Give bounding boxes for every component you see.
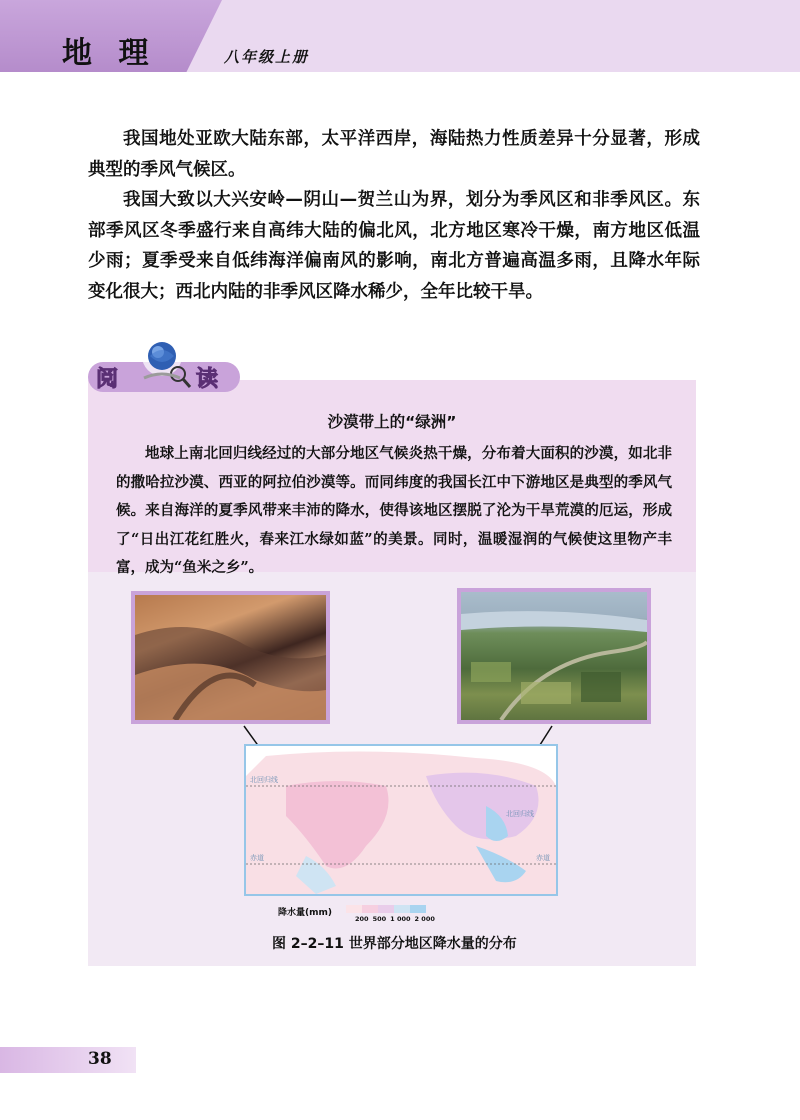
legend-swatch — [378, 905, 394, 913]
legend-tick: 200 — [355, 915, 369, 923]
paragraph-1: 我国地处亚欧大陆东部，太平洋西岸，海陆热力性质差异十分显著，形成典型的季风气候区。 — [88, 129, 700, 180]
map-tropic-label-right: 北回归线 — [506, 810, 534, 818]
map-equator-label-left: 赤道 — [250, 854, 264, 862]
map-tropic-label-left: 北回归线 — [250, 776, 278, 784]
legend-tick: 500 — [372, 915, 387, 923]
legend-swatch — [394, 905, 410, 913]
paragraph-2: 我国大致以大兴安岭—阴山—贺兰山为界，划分为季风区和非季风区。东部季风区冬季盛行来自高纬大陆的偏北风，北方地区寒冷干燥，南方地区低温少雨；夏季受来自低纬海洋偏南风的影响，南北方普遍高温多雨，且降水年际变化很大；西北内陆的非季风区降水稀少，全年比较干旱。 — [88, 190, 700, 302]
map-equator-label-right: 赤道 — [536, 854, 550, 862]
page-number: 38 — [88, 1049, 112, 1069]
grade-label: 八年级上册 — [224, 48, 310, 66]
legend-tick: 2 000 — [414, 915, 435, 923]
figure-caption: 图 2–2–11 世界部分地区降水量的分布 — [272, 936, 517, 952]
reading-paragraph: 地球上南北回归线经过的大部分地区气候炎热干燥，分布着大面积的沙漠，如北非的撒哈拉沙漠、西亚的阿拉伯沙漠等。而同纬度的我国长江中下游地区是典型的季风气候。来自海洋的夏季风带来丰沛的降水，使得该地区摆脱了沦为干旱荒漠的厄运，形成了“日出江花红胜火，春来江水绿如蓝”的美景。同时，温暖湿润的气候使这里物产丰富，成为“鱼米之乡”。 — [116, 445, 672, 576]
legend-ticks — [355, 915, 435, 923]
legend-tick: 1 000 — [390, 915, 411, 923]
legend-color-bar — [346, 905, 426, 913]
subject-title: 地 理 — [62, 36, 157, 71]
reading-badge-left-char: 阅 — [96, 367, 119, 392]
footer-band — [0, 1047, 136, 1073]
reading-title: 沙漠带上的“绿洲” — [327, 413, 457, 431]
precipitation-map — [244, 744, 558, 896]
map-graphic — [246, 746, 556, 894]
legend-title: 降水量(mm) — [278, 908, 332, 918]
legend-swatch — [362, 905, 378, 913]
legend-swatch — [346, 905, 362, 913]
legend-swatch — [410, 905, 426, 913]
reading-badge-right-char: 读 — [196, 367, 219, 392]
